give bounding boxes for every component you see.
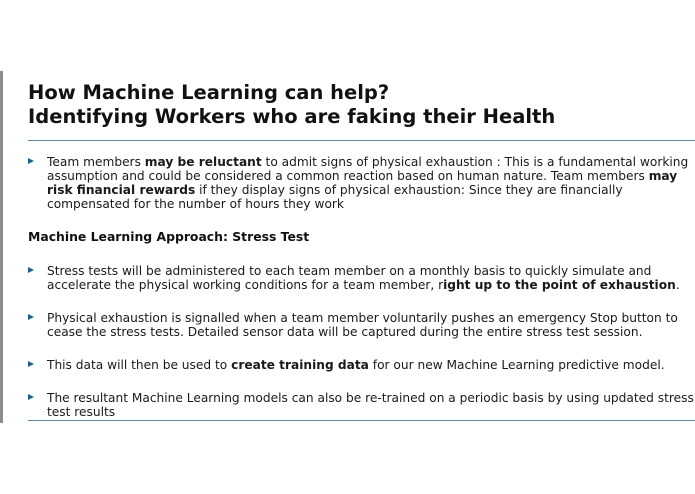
bullet-arrow-icon xyxy=(28,361,34,367)
emphasis-exhaustion: ight up to the point of exhaustion xyxy=(443,278,676,292)
bullet-arrow-icon xyxy=(28,394,34,400)
text-segment: compensated for the number of hours they work xyxy=(47,197,344,211)
bullet-retrain xyxy=(28,391,694,419)
bullet-intro xyxy=(28,155,689,211)
text-segment: for our new Machine Learning predictive model. xyxy=(368,358,665,372)
slide-title-line-2: Identifying Workers who are faking their Health xyxy=(28,105,556,128)
emphasis-may: may xyxy=(648,169,678,183)
bullet-training-data-text xyxy=(47,358,668,372)
bullet-arrow-icon xyxy=(28,314,34,320)
text-segment: cease the stress tests. Detailed sensor data will be captured during the entire stress test session. xyxy=(47,325,643,339)
text-segment: Physical exhaustion is signalled when a team member voluntarily pushes an emergency Stop button to xyxy=(47,311,678,325)
bullet-arrow-icon xyxy=(28,267,34,273)
emphasis-training-data: create training data xyxy=(231,358,369,372)
bullet-arrow-icon xyxy=(28,158,34,164)
slide-title-line-1: How Machine Learning can help? xyxy=(28,81,390,104)
emphasis-financial-rewards: risk financial rewards xyxy=(47,183,196,197)
text-segment: Team members xyxy=(47,155,145,169)
text-segment: This data will then be used to xyxy=(47,358,232,372)
bullet-training-data xyxy=(28,358,668,372)
bullet-intro-text xyxy=(47,155,689,211)
bullet-physical-exhaustion-text xyxy=(47,311,678,339)
text-segment: Stress tests will be administered to each team member on a monthly basis to quickly simulate and xyxy=(47,264,652,278)
title-divider xyxy=(28,140,695,141)
approach-heading: Machine Learning Approach: Stress Test xyxy=(28,229,310,244)
text-segment: test results xyxy=(47,405,116,419)
text-segment: accelerate the physical working conditions for a team member, r xyxy=(47,278,444,292)
left-edge-bar xyxy=(0,71,3,423)
emphasis-reluctant: may be reluctant xyxy=(144,155,262,169)
bullet-stress-tests-text xyxy=(47,264,680,292)
bottom-divider xyxy=(28,420,695,421)
text-segment: The resultant Machine Learning models can also be re-trained on a periodic basis by using updated stress xyxy=(47,391,694,405)
bullet-retrain-text xyxy=(47,391,694,419)
text-segment: if they display signs of physical exhaustion: Since they are financially xyxy=(195,183,623,197)
slide-title xyxy=(28,81,555,129)
bullet-physical-exhaustion xyxy=(28,311,678,339)
text-segment: to admit signs of physical exhaustion : This is a fundamental working xyxy=(261,155,689,169)
text-segment: . xyxy=(675,278,680,292)
bullet-stress-tests xyxy=(28,264,680,292)
text-segment: assumption and could be considered a common reaction based on human nature. Team members xyxy=(47,169,649,183)
